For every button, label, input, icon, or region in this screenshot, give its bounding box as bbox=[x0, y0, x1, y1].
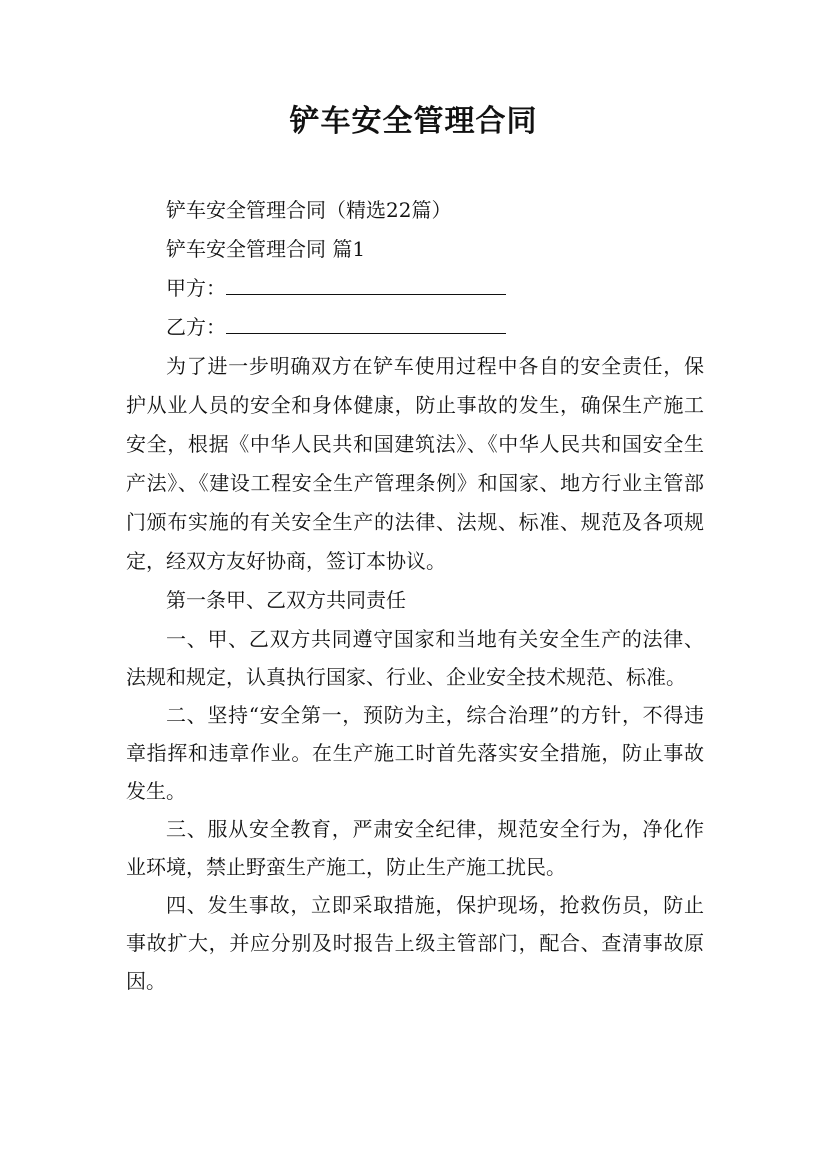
clause-paragraph: 三、服从安全教育，严肃安全纪律，规范安全行为，净化作业环境，禁止野蛮生产施工，防止生产施工扰民。 bbox=[126, 817, 704, 879]
clause-paragraph: 二、坚持“安全第一，预防为主，综合治理”的方针，不得违章指挥和违章作业。在生产施工时首先落实安全措施，防止事故发生。 bbox=[126, 703, 704, 803]
clause-paragraph: 四、发生事故，立即采取措施，保护现场，抢救伤员，防止事故扩大，并应分别及时报告上级主管部门，配合、查清事故原因。 bbox=[126, 893, 704, 993]
section-heading: 铲车安全管理合同 篇1 bbox=[166, 237, 366, 261]
article-heading: 第一条甲、乙双方共同责任 bbox=[166, 588, 406, 612]
document-subtitle: 铲车安全管理合同（精选22篇） bbox=[166, 198, 452, 222]
party-a-blank bbox=[226, 274, 506, 295]
intro-paragraph: 为了进一步明确双方在铲车使用过程中各自的安全责任，保护从业人员的安全和身体健康，防止事故的发生，确保生产施工安全，根据《中华人民共和国建筑法》、《中华人民共和国安全生产法》、《建设工程安全生产管理条例》和国家、地方行业主管部门颁布实施的有关安全生产的法律、法规、标准、规范及各项规定，经双方友好协商，签订本协议。 bbox=[126, 354, 704, 573]
party-a-line bbox=[126, 269, 704, 308]
party-b-line bbox=[126, 308, 704, 347]
document-title: 铲车安全管理合同 bbox=[289, 104, 538, 139]
party-b-blank bbox=[226, 313, 506, 334]
party-b-label: 乙方： bbox=[166, 315, 226, 339]
party-a-label: 甲方： bbox=[166, 276, 226, 300]
clause-paragraph: 一、甲、乙双方共同遵守国家和当地有关安全生产的法律、法规和规定，认真执行国家、行业、企业安全技术规范、标准。 bbox=[126, 627, 704, 689]
document-body bbox=[126, 191, 704, 1000]
